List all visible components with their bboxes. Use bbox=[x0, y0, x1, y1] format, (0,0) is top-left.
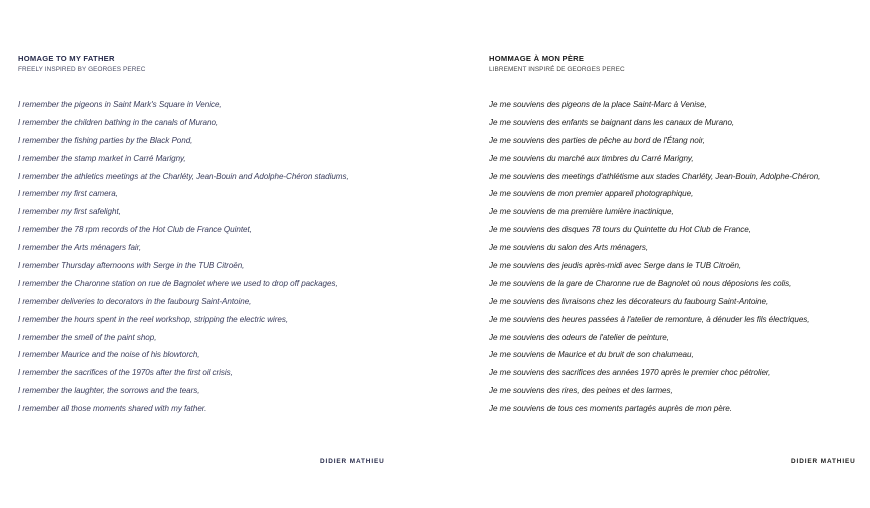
poem-line: I remember the athletics meetings at the Charléty, Jean-Bouin and Adolphe-Chéron stadiums, bbox=[18, 171, 349, 181]
poem-line: I remember the hours spent in the reel workshop, stripping the electric wires, bbox=[18, 314, 289, 324]
french-page bbox=[435, 0, 870, 508]
poem-line: Je me souviens de la gare de Charonne rue de Bagnolet où nous déposions les colis, bbox=[489, 278, 792, 288]
poem-line: I remember deliveries to decorators in the faubourg Saint-Antoine, bbox=[18, 296, 252, 306]
poem-line: I remember the smell of the paint shop, bbox=[18, 332, 157, 342]
poem-line: I remember Maurice and the noise of his blowtorch, bbox=[18, 350, 200, 360]
poem-line: Je me souviens des odeurs de l'atelier de peinture, bbox=[489, 332, 669, 342]
poem-lines bbox=[18, 99, 349, 421]
poem-line: I remember the stamp market in Carré Marigny, bbox=[18, 153, 186, 163]
poem-line: Je me souviens des heures passées à l'atelier de remonture, à dénuder les fils électriques, bbox=[489, 314, 810, 324]
poem-line: I remember my first camera, bbox=[18, 189, 118, 199]
poem-lines bbox=[489, 99, 820, 421]
poem-line: Je me souviens des enfants se baignant dans les canaux de Murano, bbox=[489, 117, 735, 127]
poem-line: I remember the children bathing in the canals of Murano, bbox=[18, 117, 219, 127]
poem-line: Je me souviens des disques 78 tours du Quintette du Hot Club de France, bbox=[489, 225, 751, 235]
poem-line: Je me souviens du marché aux timbres du Carré Marigny, bbox=[489, 153, 694, 163]
poem-line: Je me souviens des livraisons chez les décorateurs du faubourg Saint-Antoine, bbox=[489, 296, 769, 306]
poem-line: Je me souviens des jeudis après-midi avec Serge dans le TUB Citroën, bbox=[489, 261, 742, 271]
poem-line: I remember the laughter, the sorrows and the tears, bbox=[18, 386, 200, 396]
poem-line: Je me souviens des rires, des peines et des larmes, bbox=[489, 386, 673, 396]
author-name: DIDIER MATHIEU bbox=[320, 458, 385, 465]
poem-line: I remember the pigeons in Saint Mark's Square in Venice, bbox=[18, 100, 222, 109]
poem-line: Je me souviens de Maurice et du bruit de son chalumeau, bbox=[489, 350, 694, 360]
poem-line: I remember the Arts ménagers fair, bbox=[18, 243, 142, 253]
poem-line: I remember all those moments shared with my father. bbox=[18, 404, 207, 414]
page-subtitle: FREELY INSPIRED BY GEORGES PEREC bbox=[18, 66, 146, 73]
poem-line: Je me souviens des pigeons de la place Saint-Marc à Venise, bbox=[489, 100, 707, 109]
poem-line: Je me souviens du salon des Arts ménagers, bbox=[489, 243, 649, 253]
poem-line: Je me souviens de mon premier appareil photographique, bbox=[489, 189, 694, 199]
poem-line: Je me souviens de tous ces moments partagés auprès de mon père. bbox=[489, 404, 732, 414]
page-title: HOMMAGE À MON PÈRE bbox=[489, 54, 585, 63]
page-subtitle: LIBREMENT INSPIRÉ DE GEORGES PEREC bbox=[489, 66, 625, 73]
poem-line: Je me souviens de ma première lumière inactinique, bbox=[489, 207, 674, 217]
poem-line: Je me souviens des parties de pêche au bord de l'Étang noir, bbox=[489, 135, 705, 145]
author-name: DIDIER MATHIEU bbox=[791, 458, 856, 465]
poem-line: I remember the sacrifices of the 1970s after the first oil crisis, bbox=[18, 368, 233, 378]
poem-line: I remember the 78 rpm records of the Hot Club de France Quintet, bbox=[18, 225, 252, 235]
poem-line: I remember my first safelight, bbox=[18, 207, 121, 217]
poem-line: I remember the Charonne station on rue de Bagnolet where we used to drop off packages, bbox=[18, 278, 338, 288]
poem-line: I remember the fishing parties by the Black Pond, bbox=[18, 135, 193, 145]
poem-line: Je me souviens des sacrifices des années 1970 après le premier choc pétrolier, bbox=[489, 368, 771, 378]
poem-line: I remember Thursday afternoons with Serge in the TUB Citroën, bbox=[18, 261, 245, 271]
page-title: HOMAGE TO MY FATHER bbox=[18, 54, 115, 63]
poem-line: Je me souviens des meetings d'athlétisme aux stades Charléty, Jean-Bouin, Adolphe-Chéron, bbox=[489, 171, 821, 181]
